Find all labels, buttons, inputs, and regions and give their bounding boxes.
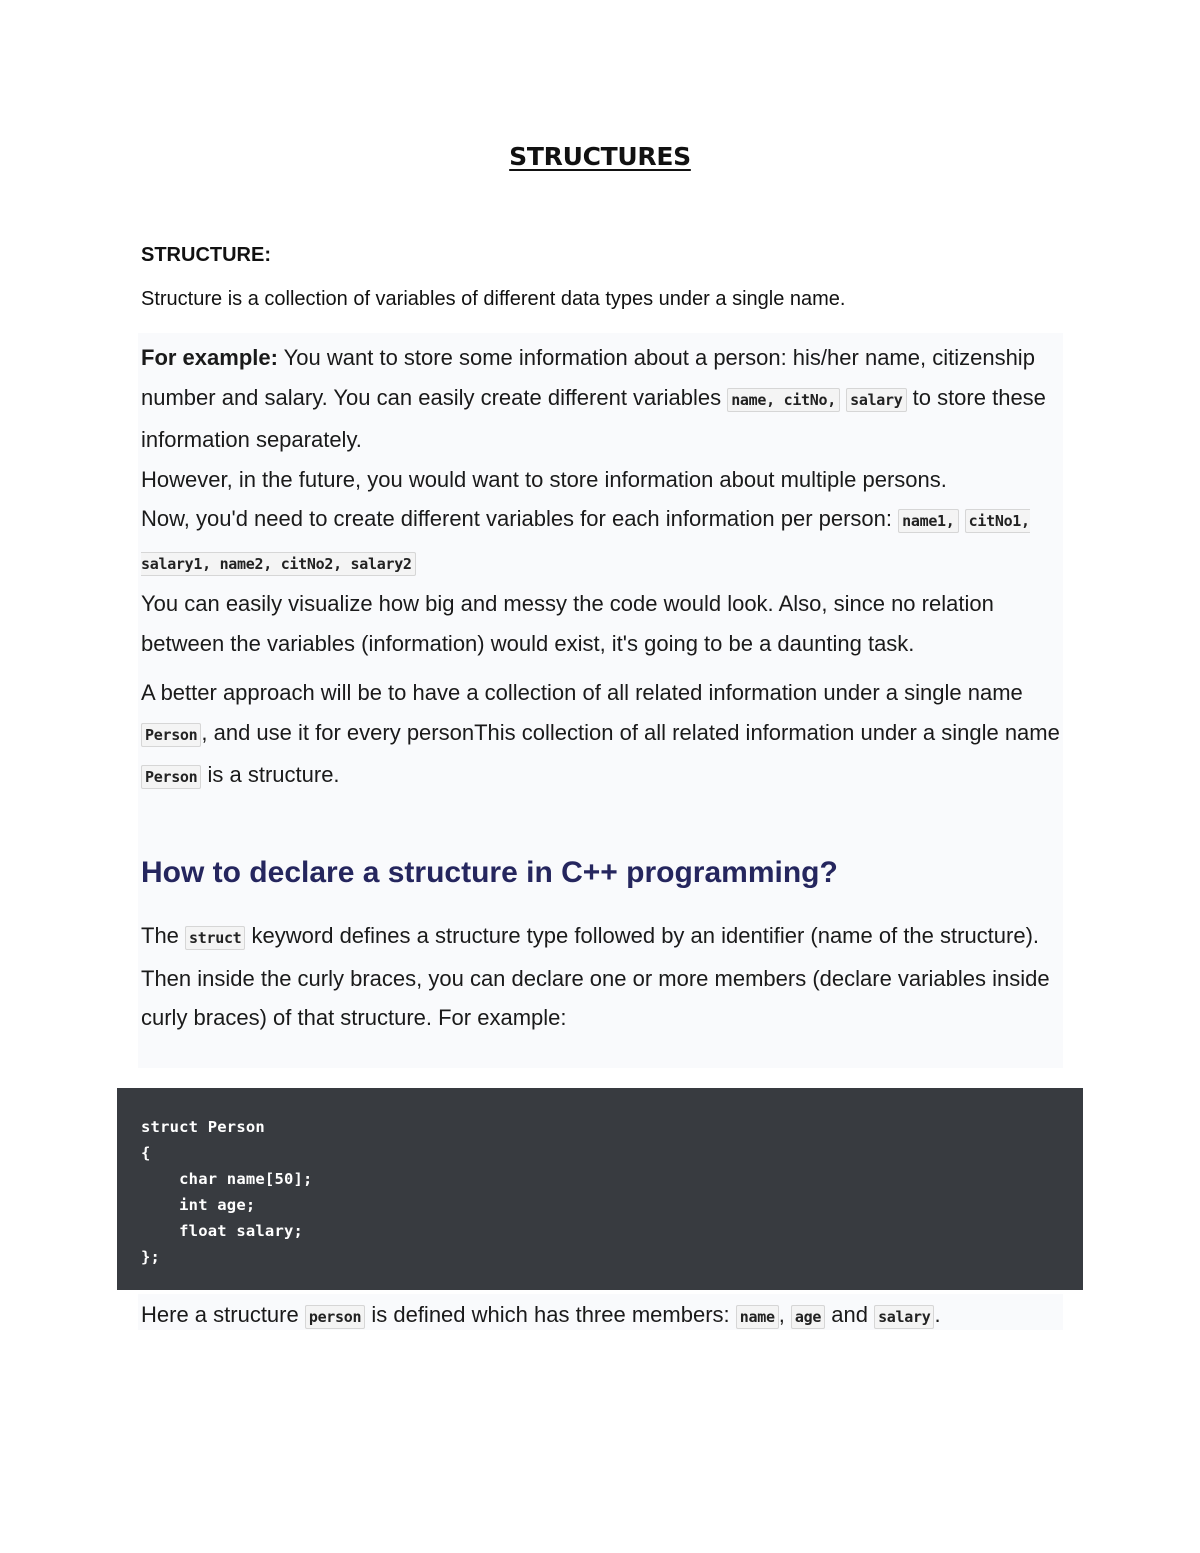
code-block xyxy=(117,1088,1083,1290)
code-line: char name[50]; xyxy=(141,1170,313,1188)
example-text-2: to store these information separately. xyxy=(141,384,1046,452)
inline-code: struct xyxy=(185,926,245,950)
inline-code: citNo1, salary1, name2, citNo2, salary2 xyxy=(141,509,1030,576)
code-line: }; xyxy=(141,1248,161,1266)
inline-code: salary xyxy=(846,388,906,412)
section-heading: How to declare a structure in C++ programming? xyxy=(141,856,838,889)
inline-code: age xyxy=(791,1305,825,1329)
example-line-4: You can easily visualize how big and messy the code would look. Also, since no relation between the variables (information) would exist, it's going to be a daunting task. xyxy=(141,591,994,656)
footer-paragraph: Here a structure person is defined which has three members: name , age and salary . xyxy=(141,1302,941,1327)
example-text-1: You want to store some information about a person: his/her name, citizenship number and salary. You can easily create different variables xyxy=(141,345,1035,410)
inline-code: salary xyxy=(874,1305,934,1329)
inline-code: person xyxy=(305,1305,365,1329)
inline-code: Person xyxy=(141,765,201,789)
code-line: float salary; xyxy=(141,1222,304,1240)
example-text-3: Now, you'd need to create different variables for each information per person: xyxy=(141,506,899,531)
example-paragraph xyxy=(141,338,1061,663)
inline-code: Person xyxy=(141,723,201,747)
page-title: STRUCTURES xyxy=(509,142,691,171)
declare-paragraph: The struct keyword defines a structure type followed by an identifier (name of the structure). Then inside the curly braces, you can declare one or more members (declare variables inside curly braces) of that structure. For example: xyxy=(141,923,1050,1030)
example-line-2: However, in the future, you would want to store information about multiple persons. xyxy=(141,466,947,492)
inline-code: name xyxy=(736,1305,779,1329)
definition-text: Structure is a collection of variables of different data types under a single name. xyxy=(141,288,846,310)
inline-code: name, citNo, xyxy=(727,388,840,412)
code-line: struct Person xyxy=(141,1118,265,1136)
code-line: { xyxy=(141,1144,151,1162)
section-label: STRUCTURE: xyxy=(141,244,271,266)
code-line: int age; xyxy=(141,1196,256,1214)
inline-code: name1, xyxy=(898,509,958,533)
approach-paragraph: A better approach will be to have a collection of all related information under a single name Person , and use it for every personThis collection of all related information under a single name Person is a structure. xyxy=(141,680,1060,787)
example-lead: For example: xyxy=(141,345,278,370)
